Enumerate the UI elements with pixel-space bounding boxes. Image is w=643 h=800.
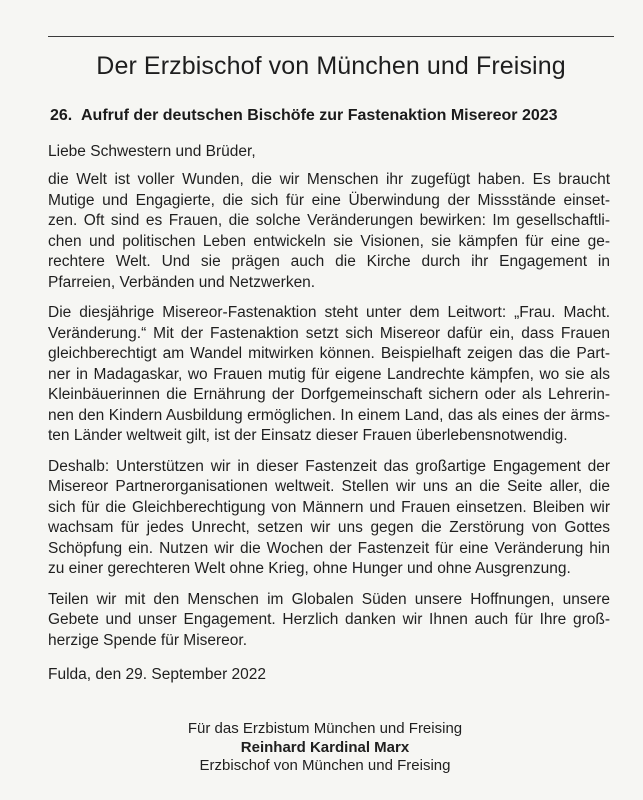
header-rule bbox=[48, 36, 614, 37]
text-line: Teilen wir mit den Menschen im Globalen Süden unsere Hoffnungen, unsere bbox=[48, 590, 610, 608]
place-date: Fulda, den 29. September 2022 bbox=[48, 666, 267, 683]
text-line: Schöpfung ein. Nutzen wir die Wochen der Fastenzeit für eine Veränderung hin bbox=[48, 539, 610, 557]
text-line: die Welt ist voller Wunden, die wir Menschen ihr zugefügt haben. Es braucht bbox=[48, 171, 610, 188]
letter-body bbox=[48, 170, 610, 661]
signature-block bbox=[175, 720, 475, 776]
text-line: herzige Spende für Misereor. bbox=[48, 631, 248, 649]
text-line: wachsam für jedes Unrecht, setzen wir uns gegen die Zerstörung von Gottes bbox=[48, 519, 610, 536]
salutation: Liebe Schwestern und Brüder, bbox=[48, 143, 256, 160]
text-line: nen den Kindern Ausbildung ermöglichen. In einem Land, das als eines der ärms- bbox=[48, 406, 610, 424]
document-heading bbox=[50, 105, 610, 127]
signatory-role: Erzbischof von München und Freising bbox=[199, 757, 451, 774]
text-line: Mutige und Engagierte, die sich für eine Überwindung der Missstände einset- bbox=[48, 191, 610, 209]
paragraph bbox=[48, 457, 610, 580]
paragraph bbox=[48, 170, 610, 293]
text-line: rechtere Welt. Und sie prägen auch die Kirche durch ihr Engagement in bbox=[48, 253, 610, 270]
text-line: gleichberechtigt am Wandel mitwirken können. Beispielhaft zeigen das die Part- bbox=[48, 345, 610, 362]
page-title: Der Erzbischof von München und Freising bbox=[96, 52, 566, 80]
text-line: Misereor Partnerorganisationen weltweit. Stellen wir uns an die Seite aller, die bbox=[48, 478, 610, 495]
text-line: Veränderung.“ Mit der Fastenaktion setzt sich Misereor dafür ein, dass Frauen bbox=[48, 324, 610, 342]
text-line: Pfarreien, Verbänden und Netzwerken. bbox=[48, 273, 316, 291]
text-line: Deshalb: Unterstützen wir in dieser Fastenzeit das großartige Engagement der bbox=[48, 457, 610, 475]
text-line: ner in Madagaskar, wo Frauen mutig für eigene Landrechte kämpfen, wo sie als bbox=[48, 365, 610, 383]
paragraph bbox=[48, 590, 610, 652]
text-line: zen. Oft sind es Frauen, die solche Veränderungen bewirken: Im gesellschaftli- bbox=[48, 212, 610, 229]
heading-title: Aufruf der deutschen Bischöfe zur Fastenaktion Misereor 2023 bbox=[81, 107, 558, 124]
signatory-name: Reinhard Kardinal Marx bbox=[240, 738, 410, 756]
signature-line: Für das Erzbistum München und Freising bbox=[187, 720, 463, 737]
text-line: chen und politischen Leben entwickeln sie Visionen, sie kämpfen für eine ge- bbox=[48, 232, 610, 250]
text-line: Gebete und unser Engagement. Herzlich danken wir Ihnen auch für Ihre groß- bbox=[48, 611, 610, 628]
text-line: zu einer gerechteren Welt ohne Krieg, ohne Hunger und ohne Ausgrenzung. bbox=[48, 560, 571, 577]
heading-number: 26. bbox=[50, 107, 73, 124]
paragraph bbox=[48, 303, 610, 447]
text-line: ten Länder weltweit gilt, ist der Einsatz dieser Frauen überlebensnotwendig. bbox=[48, 427, 568, 444]
text-line: sich für die Gleichberechtigung von Männern und Frauen einsetzen. Bleiben wir bbox=[48, 498, 610, 516]
text-line: Kleinbäuerinnen die Ernährung der Dorfgemeinschaft sichern oder als Lehrerin- bbox=[48, 386, 610, 403]
text-line: Die diesjährige Misereor-Fastenaktion steht unter dem Leitwort: „Frau. Macht. bbox=[48, 304, 610, 321]
